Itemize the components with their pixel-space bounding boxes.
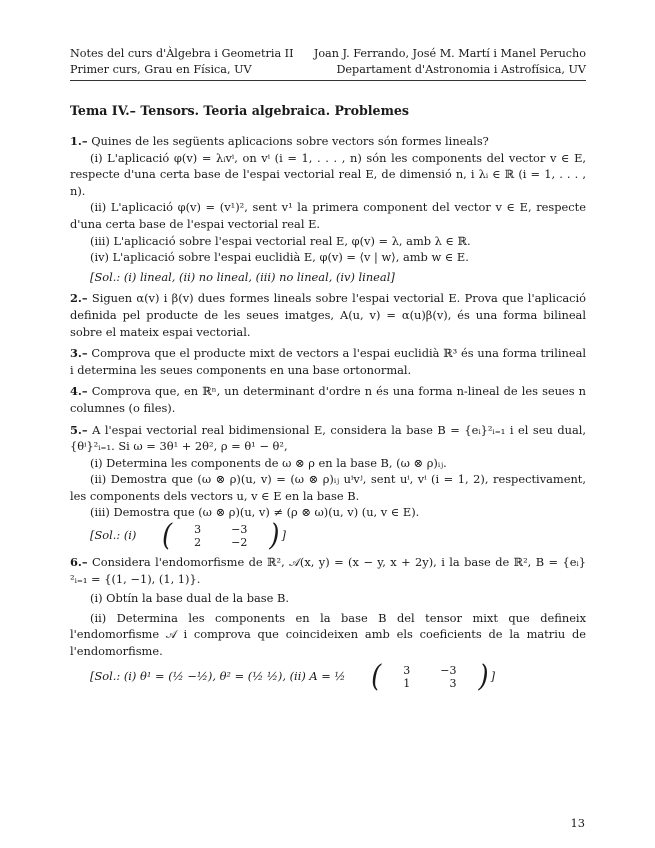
problem-statement: Comprova que el producte mixt de vectors a l'espai euclidià ℝ³ és una forma trilineal i determina les seues components en una base ortonormal. (70, 346, 586, 377)
problem-5 (70, 422, 586, 455)
matrix-entry: 3 (449, 676, 457, 690)
problem-statement: A l'espai vectorial real bidimensional E, considera la base B = {eᵢ}²ᵢ₌₁ i el seu dual, {θⁱ}²ᵢ₌₁. Si ω = 3θ¹ + 2θ², ρ = θ¹ − θ², (70, 422, 586, 454)
matrix-entry: 2 (194, 536, 202, 550)
problem-1-part-i: (i) L'aplicació φ(v) = λᵢvⁱ, on vⁱ (i = 1, . . . , n) són les components del vector v ∈ E, respecte d'una certa base de l'espai vectorial real E, de dimensió n, i λᵢ ∈ ℝ (i = 1, . . . , n). (70, 150, 586, 198)
solution-suffix: ] (281, 528, 286, 543)
authors: Joan J. Ferrando, José M. Martí i Manel Perucho (313, 47, 586, 60)
problem-statement: Considera l'endomorfisme de ℝ², 𝒜(x, y) = (x − y, x + 2y), i la base de ℝ², B = {eᵢ}²ᵢ₌₁ = {(1, −1), (1, 1)}. (70, 555, 586, 586)
problem-number: 3.– (70, 346, 88, 361)
problem-number: 2.– (70, 291, 88, 306)
matrix-entry: −2 (231, 536, 248, 550)
header-right (314, 46, 586, 77)
problem-5-part-i: (i) Determina les components de ω ⊗ ρ en la base B, (ω ⊗ ρ)ᵢⱼ. (90, 455, 447, 470)
problem-6-part-ii: (ii) Determina les components en la base B del tensor mixt que defineix l'endomorfisme 𝒜 i comprova que coincideixen amb els coeficients de la matriu de l'endomorfisme. (70, 610, 586, 659)
course-title: Notes del curs d'Àlgebra i Geometria II (70, 47, 294, 60)
problem-5-part-ii: (ii) Demostra que (ω ⊗ ρ)(u, v) = (ω ⊗ ρ)ᵢⱼ uⁱvʲ, sent uⁱ, vⁱ (i = 1, 2), respectivament, les components dels vectors u, v ∈ E en la base B. (70, 472, 586, 503)
department: Departament d'Astronomia i Astrofísica, UV (336, 62, 586, 76)
left-paren: ( (161, 518, 173, 554)
header-rule (70, 80, 586, 81)
problem-4 (70, 383, 586, 416)
solution-prefix: [Sol.: (i) θ¹ = (½ −½), θ² = (½ ½), (ii) A = ½ (90, 668, 346, 683)
solution-prefix: [Sol.: (i) (90, 528, 137, 543)
problem-statement: Siguen α(v) i β(v) dues formes lineals sobre l'espai vectorial E. Prova que l'aplicació definida pel producte de les seues imatges, A(u, v) = α(u)β(v), és una forma bilineal sobre el mateix espai vectorial. (70, 291, 586, 339)
matrix-entry: 3 (403, 663, 411, 677)
problem-1 (70, 133, 586, 150)
solution-suffix: ] (490, 668, 496, 683)
matrix-grid (381, 664, 458, 690)
right-paren: ) (478, 659, 489, 694)
matrix-entry: 1 (403, 676, 411, 690)
problem-1-part-ii: (ii) L'aplicació φ(v) = (v¹)², sent v¹ la primera component del vector v ∈ E, respecte d'una certa base de l'espai vectorial real E. (70, 200, 586, 231)
problem-2 (70, 290, 586, 340)
problem-6 (70, 554, 586, 587)
problem-6-part-i: (i) Obtín la base dual de la base B. (90, 591, 289, 606)
problem-3 (70, 345, 586, 378)
problems-body (70, 133, 587, 694)
page-number: 13 (570, 816, 585, 830)
section-title: Tema IV.– Tensors. Teoria algebraica. Problemes (70, 103, 409, 118)
header-left (70, 46, 294, 77)
solution-matrix (351, 659, 489, 694)
problem-5-solution (70, 518, 586, 554)
matrix-entry: −3 (231, 523, 248, 537)
matrix-entry: −3 (440, 663, 457, 677)
problem-statement: Quines de les següents aplicacions sobre vectors són formes lineals? (91, 134, 489, 148)
problem-number: 5.– (70, 422, 88, 437)
matrix-entry: 3 (194, 523, 202, 537)
right-paren: ) (269, 518, 280, 554)
course-level: Primer curs, Grau en Física, UV (70, 62, 252, 76)
problem-1-part-iv: (iv) L'aplicació sobre l'espai euclidià E, φ(v) = ⟨v | w⟩, amb w ∈ E. (90, 250, 469, 265)
problem-statement: Comprova que, en ℝⁿ, un determinant d'ordre n és una forma n-lineal de les seues n columnes (o files). (70, 384, 587, 415)
problem-number: 6.– (70, 555, 88, 570)
matrix-grid (172, 523, 249, 549)
problem-5-part-iii: (iii) Demostra que (ω ⊗ ρ)(u, v) ≠ (ρ ⊗ ω)(u, v) (u, v ∈ E). (90, 505, 420, 520)
problem-number: 1.– (70, 134, 88, 148)
solution-matrix (142, 518, 280, 554)
problem-6-solution (70, 659, 586, 694)
problem-number: 4.– (70, 384, 88, 399)
problem-1-solution: [Sol.: (i) lineal, (ii) no lineal, (iii) no lineal, (iv) lineal] (90, 269, 395, 284)
problem-1-part-iii: (iii) L'aplicació sobre l'espai vectorial real E, φ(v) = λ, amb λ ∈ ℝ. (90, 233, 471, 248)
left-paren: ( (371, 659, 382, 694)
